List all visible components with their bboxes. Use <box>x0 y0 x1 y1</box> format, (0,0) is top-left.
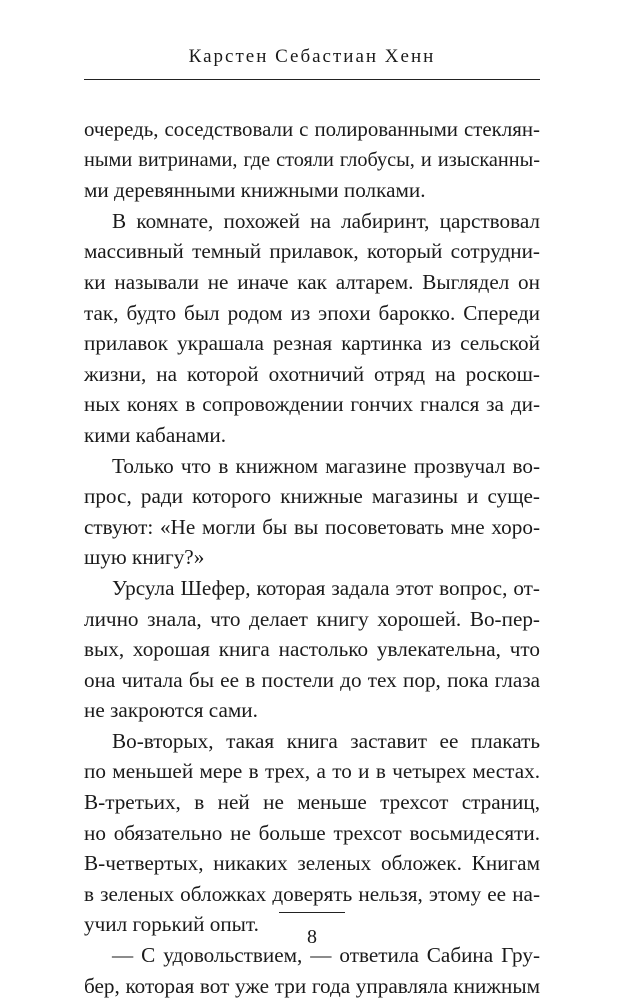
text-line: бер, которая вот уже три года управляла книжным <box>84 973 540 998</box>
footer-rule <box>279 912 345 913</box>
text-line: массивный темный прилавок, который сотрудни- <box>84 239 540 264</box>
text-line: шую книгу?» <box>84 545 205 570</box>
paragraph <box>84 726 540 940</box>
text-line: Во-вторых, такая книга заставит ее плакать <box>112 728 540 753</box>
text-line: В комнате, похожей на лабиринт, царствовал <box>112 208 540 233</box>
text-line: — С удовольствием, — ответила Сабина Гру- <box>112 943 540 968</box>
running-header: Карстен Себастиан Хенн <box>188 46 436 67</box>
text-line: ствуют: «Не могли бы вы посоветовать мне хоро- <box>84 514 540 539</box>
text-line: не закроются сами. <box>84 698 258 723</box>
text-line: прилавок украшала резная картинка из сельской <box>84 331 540 356</box>
text-line: но обязательно не больше трехсот восьмидесяти. <box>84 820 540 845</box>
paragraph <box>84 451 540 573</box>
text-line: ных конях в сопровождении гончих гнался за ди- <box>84 392 540 417</box>
text-line: Только что в книжном магазине прозвучал во- <box>112 453 540 478</box>
page-number: 8 <box>307 926 317 948</box>
text-line: она читала бы ее в постели до тех пор, пока глаза <box>84 667 540 692</box>
text-line: учил горький опыт. <box>84 912 259 937</box>
text-line: В-третьих, в ней не меньше трехсот страниц, <box>84 790 540 815</box>
text-line: прос, ради которого книжные магазины и суще- <box>84 484 540 509</box>
text-line: ки называли не иначе как алтарем. Выглядел он <box>84 269 540 294</box>
body-text <box>84 114 540 1001</box>
paragraph <box>84 573 540 726</box>
header-rule <box>84 79 540 80</box>
text-line: по меньшей мере в трех, а то и в четырех местах. <box>84 759 540 784</box>
paragraph <box>84 114 540 206</box>
text-line: жизни, на которой охотничий отряд на роскош- <box>84 361 540 386</box>
text-line: кими кабанами. <box>84 422 227 447</box>
paragraph <box>84 206 540 451</box>
text-line: очередь, соседствовали с полированными стеклян- <box>84 117 540 141</box>
text-line: ми деревянными книжными полками. <box>84 178 426 203</box>
text-line: Урсула Шефер, которая задала этот вопрос, от- <box>112 575 540 600</box>
text-line: вых, хорошая книга настолько увлекательна, что <box>84 637 540 662</box>
text-line: лично знала, что делает книгу хорошей. Во-пер- <box>84 606 540 631</box>
text-line: ными витринами, где стояли глобусы, и изысканны- <box>84 148 540 171</box>
text-line: так, будто был родом из эпохи барокко. Спереди <box>84 300 540 325</box>
text-line: В-четвертых, никаких зеленых обложек. Книгам <box>84 851 540 876</box>
text-line: в зеленых обложках доверять нельзя, этому ее на- <box>84 881 540 906</box>
